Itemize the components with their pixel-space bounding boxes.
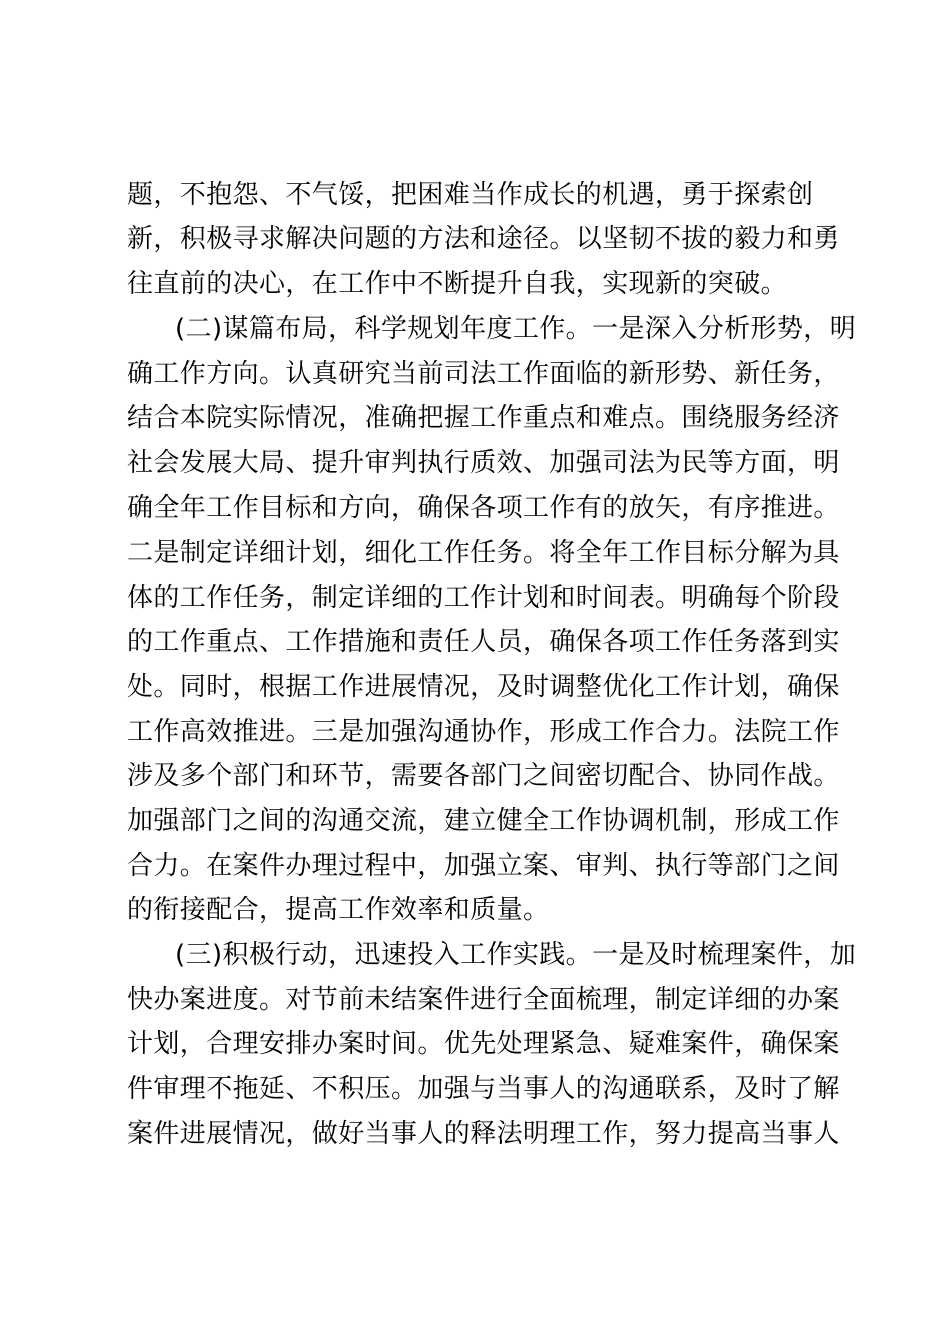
text-line: 计划，合理安排办案时间。优先处理紧急、疑难案件，确保案 xyxy=(127,1029,840,1059)
text-line: 加强部门之间的沟通交流，建立健全工作协调机制，形成工作 xyxy=(127,806,840,836)
text-line: 结合本院实际情况，准确把握工作重点和难点。围绕服务经济 xyxy=(127,403,840,433)
text-line: 涉及多个部门和环节，需要各部门之间密切配合、协同作战。 xyxy=(127,761,840,791)
text-line: 的工作重点、工作措施和责任人员，确保各项工作任务落到实 xyxy=(127,627,840,657)
text-line: 二是制定详细计划，细化工作任务。将全年工作目标分解为具 xyxy=(127,538,840,568)
section-heading-line: (二)谋篇布局，科学规划年度工作。一是深入分析形势，明 xyxy=(175,314,857,344)
text-line: 社会发展大局、提升审判执行质效、加强司法为民等方面，明 xyxy=(127,448,840,478)
text-line: 确工作方向。认真研究当前司法工作面临的新形势、新任务， xyxy=(127,359,840,389)
text-line: 新，积极寻求解决问题的方法和途径。以坚韧不拔的毅力和勇 xyxy=(127,224,840,254)
text-line: 快办案进度。对节前未结案件进行全面梳理，制定详细的办案 xyxy=(127,985,840,1015)
text-line: 体的工作任务，制定详细的工作计划和时间表。明确每个阶段 xyxy=(127,583,840,613)
text-line: 案件进展情况，做好当事人的释法明理工作，努力提高当事人 xyxy=(127,1119,840,1149)
text-line: 处。同时，根据工作进展情况，及时调整优化工作计划，确保 xyxy=(127,672,840,702)
text-line: 往直前的决心，在工作中不断提升自我，实现新的突破。 xyxy=(127,269,788,299)
text-line: 件审理不拖延、不积压。加强与当事人的沟通联系，及时了解 xyxy=(127,1074,840,1104)
text-line: 工作高效推进。三是加强沟通协作，形成工作合力。法院工作 xyxy=(127,717,840,747)
text-line: 合力。在案件办理过程中，加强立案、审判、执行等部门之间 xyxy=(127,851,840,881)
text-line: 确全年工作目标和方向，确保各项工作有的放矢，有序推进。 xyxy=(127,493,840,523)
text-line: 题，不抱怨、不气馁，把困难当作成长的机遇，勇于探索创 xyxy=(127,180,814,210)
text-line: 的衔接配合，提高工作效率和质量。 xyxy=(127,895,550,925)
section-heading-line: (三)积极行动，迅速投入工作实践。一是及时梳理案件，加 xyxy=(175,940,857,970)
